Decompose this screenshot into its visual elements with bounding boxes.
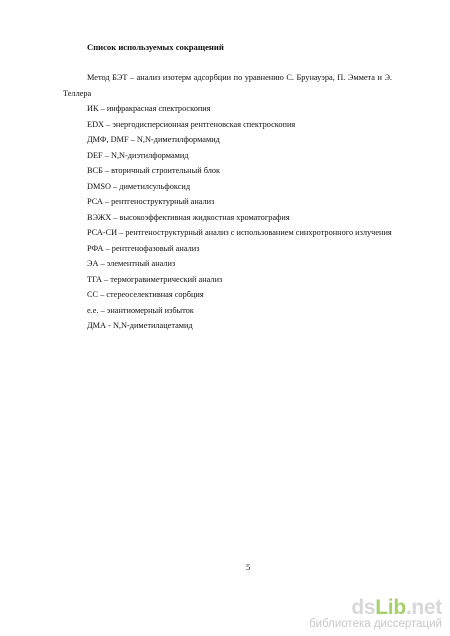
abbreviation-item: ДМА - N,N-диметилацетамид [87, 321, 193, 330]
watermark-logo-ds: ds [351, 595, 376, 619]
abbreviation-item: СС – стереоселективная сорбция [87, 290, 204, 299]
abbreviation-item: DMSO – диметилсульфоксид [87, 181, 191, 191]
section-heading: Список используемых сокращений [87, 42, 224, 52]
site-watermark[interactable] [309, 597, 442, 631]
watermark-logo-lib: Lib [375, 595, 406, 619]
page-number: 5 [246, 562, 251, 572]
abbreviation-item: ЭА – элементный анализ [87, 259, 176, 268]
abbreviation-item: РФА – рентгенофазовый анализ [87, 243, 200, 253]
abbreviation-item: е.е. – энантиомерный избыток [87, 305, 194, 315]
abbreviation-item: ИК – инфракрасная спектроскопия [87, 104, 211, 113]
abbreviation-item: DEF – N,N-диэтилформамид [87, 150, 189, 160]
abbreviation-item: Метод БЭТ – анализ изотерм адсорбции по уравнению С. Брунауэра, П. Эммета и Э. Теллера [63, 73, 392, 98]
abbreviation-item: ВСБ – вторичный строительный блок [87, 166, 221, 175]
abbreviation-item: ДМФ, DMF – N,N-диметилформамид [87, 135, 220, 144]
watermark-logo-net: .net [405, 595, 442, 619]
abbreviation-item: РСА – рентгеноструктурный анализ [87, 197, 215, 206]
abbreviation-item: РСА-СИ – рентгеноструктурный анализ с использованием синхротронного излучения [87, 228, 392, 237]
watermark-subtitle: библиотека диссертаций [309, 617, 442, 630]
watermark-logo [309, 597, 442, 618]
abbreviation-item: ВЭЖХ – высокоэффективная жидкостная хроматография [87, 212, 290, 222]
abbreviation-list [63, 70, 392, 334]
abbreviation-item: ТГА – термогравиметрический анализ [87, 274, 223, 284]
abbreviation-item: EDX – энергодисперсионная рентгеновская спектроскопия [87, 119, 296, 129]
